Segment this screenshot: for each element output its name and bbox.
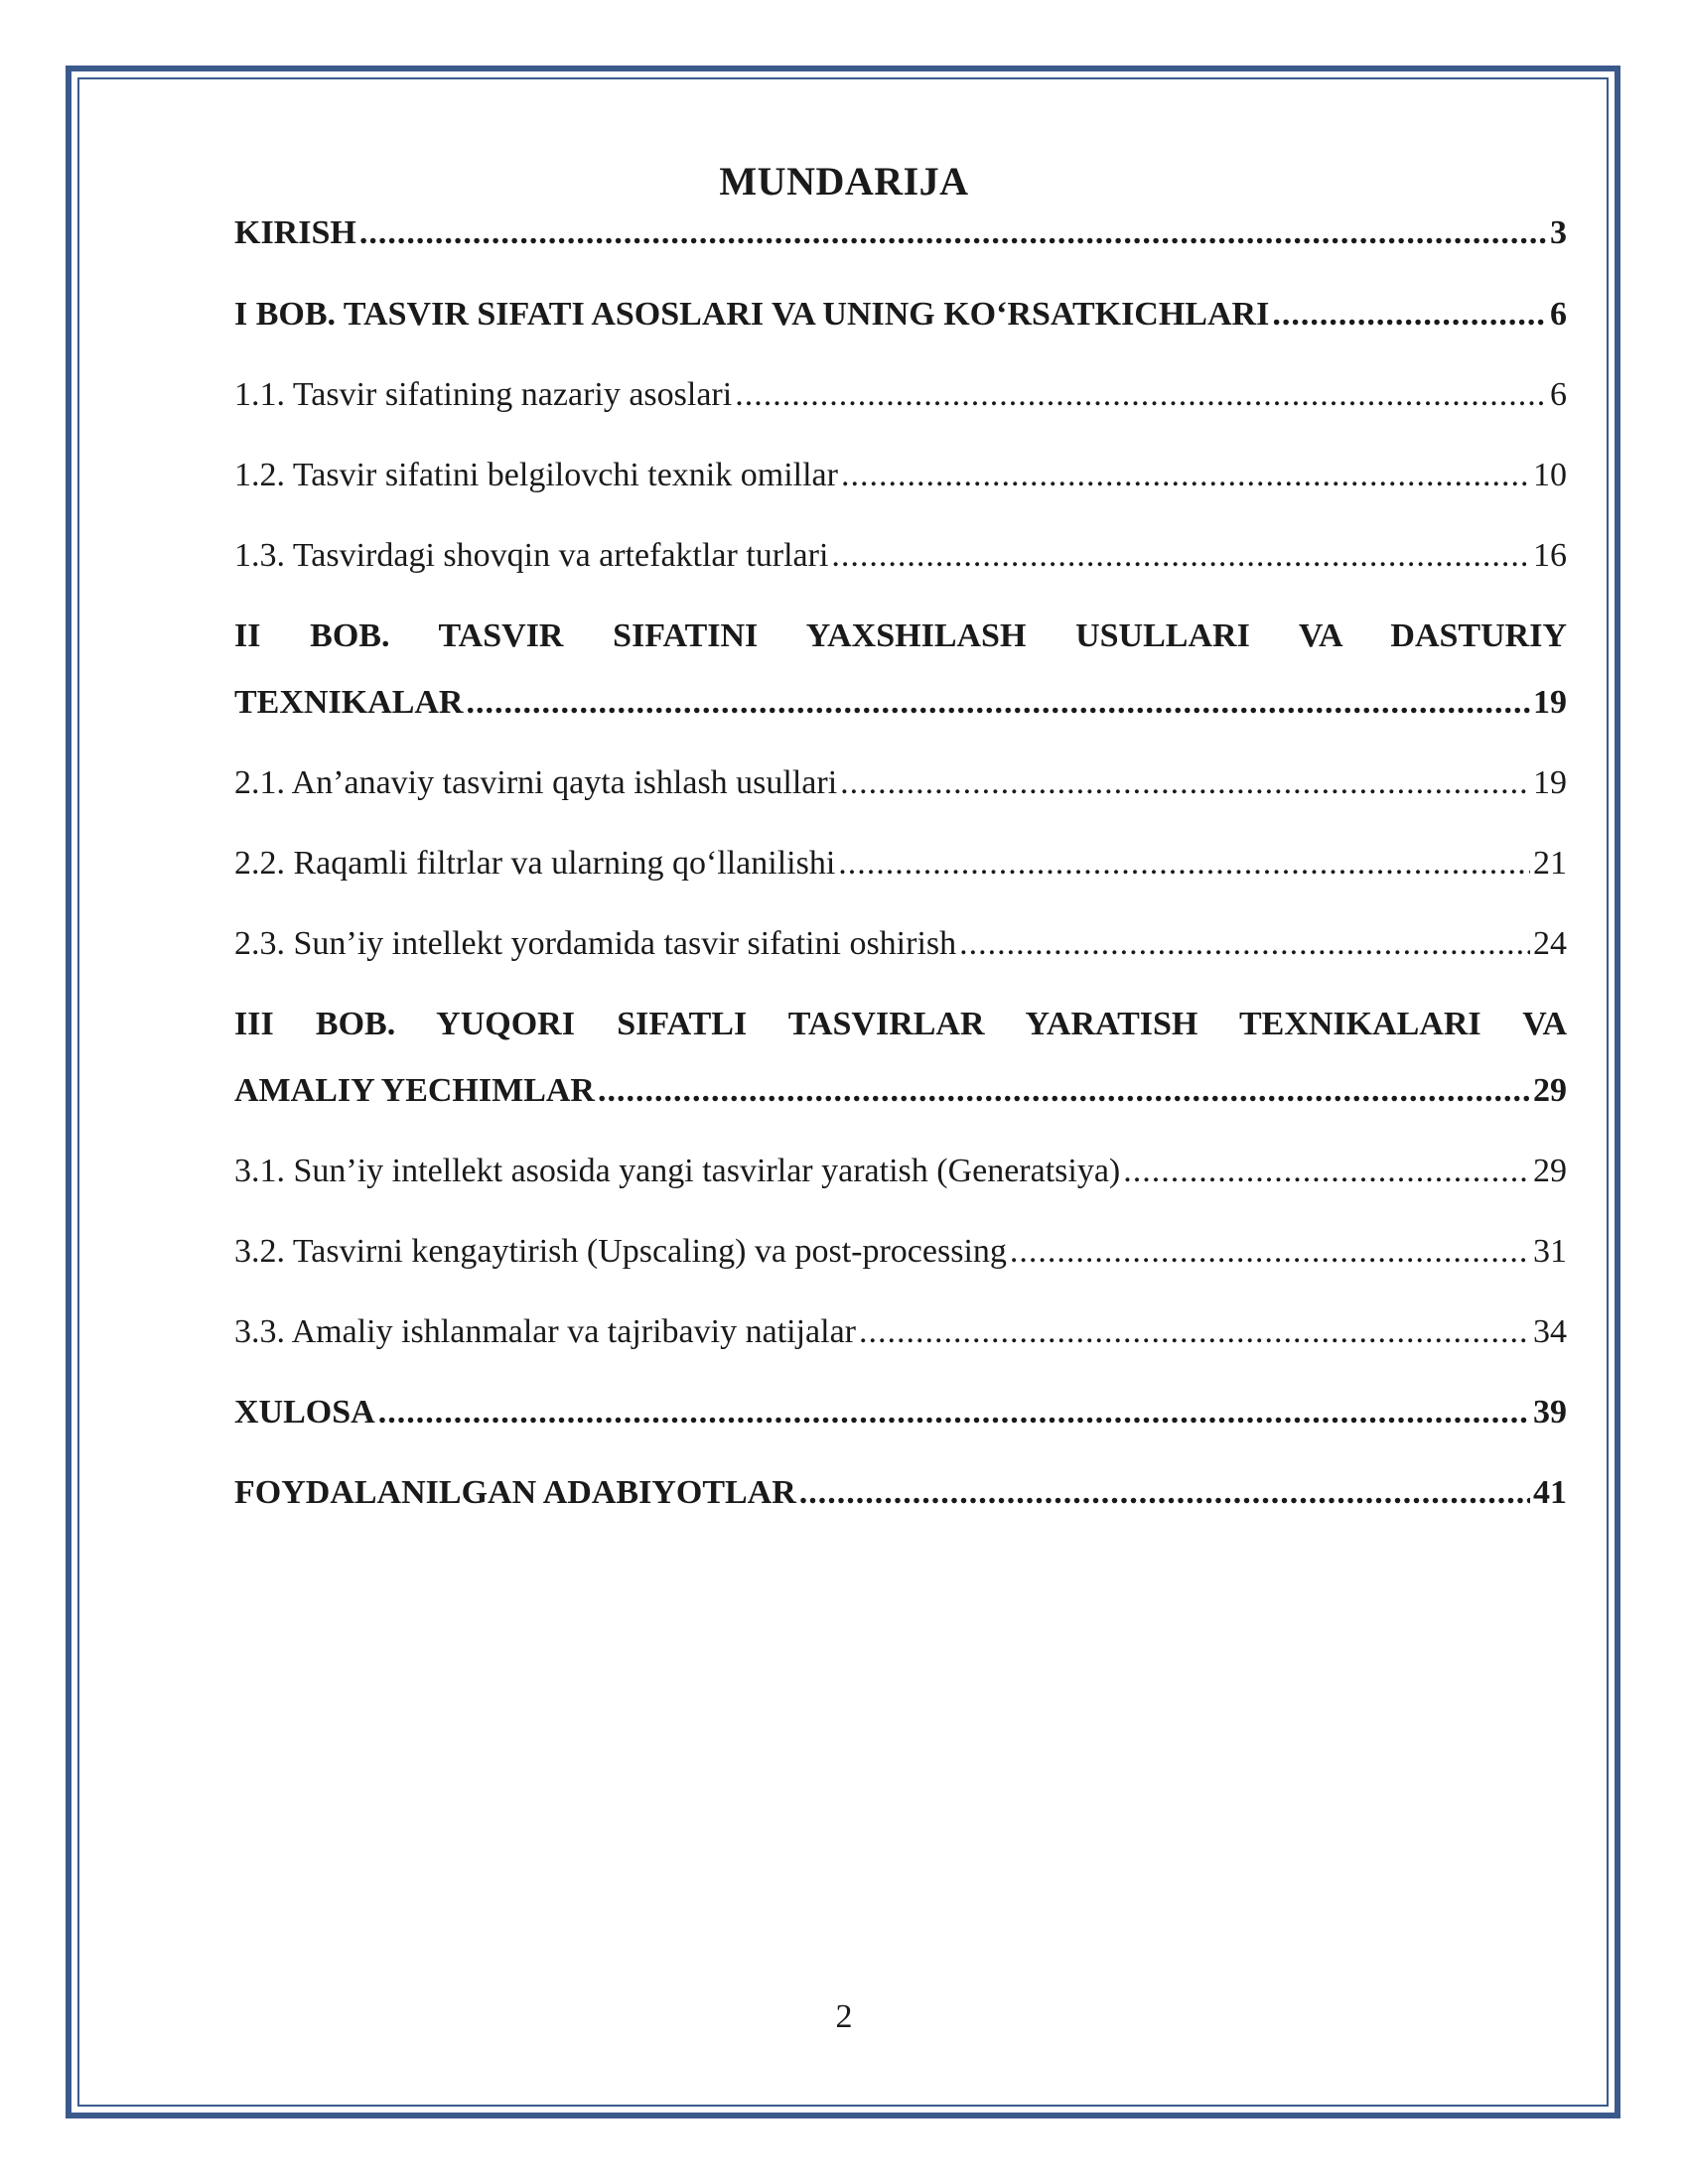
toc-entry-label: 3.1. Sun’iy intellekt asosida yangi tasvirlar yaratish (Generatsiya): [234, 1153, 1121, 1189]
dot-leader: [378, 1372, 1530, 1452]
toc-entry-1-1[interactable]: [234, 354, 1567, 435]
toc-entry-label-line1: II BOB. TASVIR SIFATINI YAXSHILASH USULLARI VA DASTURIY: [234, 617, 1567, 654]
toc-entry-label: 1.3. Tasvirdagi shovqin va artefaktlar turlari: [234, 537, 829, 574]
toc-entry-page: 21: [1533, 845, 1567, 882]
toc-entry-continuation: [234, 669, 1567, 736]
toc-entry-2-1[interactable]: [234, 743, 1567, 823]
toc-entry-1-2[interactable]: [234, 435, 1567, 515]
toc-entry-continuation: [234, 1057, 1567, 1124]
dot-leader: [1272, 274, 1547, 354]
toc-entry-page: 19: [1533, 684, 1567, 721]
toc-entry-chapter-2[interactable]: [234, 603, 1567, 736]
toc-entry-label-line1: III BOB. YUQORI SIFATLI TASVIRLAR YARATISH TEXNIKALARI VA: [234, 1006, 1567, 1042]
toc-entry-label: 3.3. Amaliy ishlanmalar va tajribaviy natijalar: [234, 1313, 856, 1350]
toc-entry-page: 3: [1550, 214, 1567, 251]
dot-leader: [1010, 1211, 1530, 1292]
toc-entry-chapter-3[interactable]: [234, 991, 1567, 1124]
dot-leader: [959, 903, 1530, 984]
toc-entry-page: 34: [1533, 1313, 1567, 1350]
toc-entry-page: 16: [1533, 537, 1567, 574]
toc-entry-label: 2.2. Raqamli filtrlar va ularning qo‘llanilishi: [234, 845, 836, 882]
toc-entry-page: 6: [1550, 376, 1567, 413]
toc-entry-page: 6: [1550, 296, 1567, 333]
toc-entry-page: 10: [1533, 457, 1567, 493]
toc-entry-2-2[interactable]: [234, 823, 1567, 903]
dot-leader: [840, 743, 1530, 823]
toc-entry-page: 39: [1533, 1394, 1567, 1431]
toc-entry-chapter-1[interactable]: [234, 274, 1567, 354]
dot-leader: [598, 1057, 1530, 1124]
toc-entry-label: 1.2. Tasvir sifatini belgilovchi texnik omillar: [234, 457, 838, 493]
dot-leader: [838, 823, 1530, 903]
toc-entry-label: I BOB. TASVIR SIFATI ASOSLARI VA UNING KO‘RSATKICHLARI: [234, 296, 1270, 333]
page-number: 2: [835, 1998, 853, 2035]
toc-entry-page: 31: [1533, 1233, 1567, 1270]
toc-entry-adabiyotlar[interactable]: [234, 1452, 1567, 1533]
toc-entry-2-3[interactable]: [234, 903, 1567, 984]
dot-leader: [799, 1452, 1530, 1533]
toc-entry-label: 2.3. Sun’iy intellekt yordamida tasvir sifatini oshirish: [234, 925, 957, 962]
dot-leader: [831, 515, 1530, 596]
toc-entry-label: KIRISH: [234, 214, 356, 251]
dot-leader: [359, 208, 1547, 258]
dot-leader: [735, 354, 1547, 435]
dot-leader: [859, 1292, 1530, 1372]
dot-leader: [466, 669, 1530, 736]
toc-entry-label: FOYDALANILGAN ADABIYOTLAR: [234, 1474, 796, 1511]
dot-leader: [1123, 1131, 1530, 1211]
toc-title: MUNDARIJA: [719, 159, 969, 204]
toc-entry-3-1[interactable]: [234, 1131, 1567, 1211]
toc-entry-label: 1.1. Tasvir sifatining nazariy asoslari: [234, 376, 733, 413]
dot-leader: [841, 435, 1530, 515]
toc-entry-page: 24: [1533, 925, 1567, 962]
toc-entry-label: 2.1. An’anaviy tasvirni qayta ishlash usullari: [234, 764, 838, 801]
toc-entry-label: 3.2. Tasvirni kengaytirish (Upscaling) va post-processing: [234, 1233, 1007, 1270]
toc-entry-page: 29: [1533, 1153, 1567, 1189]
table-of-contents: [234, 208, 1567, 1533]
toc-entry-3-2[interactable]: [234, 1211, 1567, 1292]
toc-entry-3-3[interactable]: [234, 1292, 1567, 1372]
toc-entry-xulosa[interactable]: [234, 1372, 1567, 1452]
toc-entry-page: 19: [1533, 764, 1567, 801]
toc-entry-page: 29: [1533, 1072, 1567, 1109]
toc-entry-page: 41: [1533, 1474, 1567, 1511]
toc-entry-label: XULOSA: [234, 1394, 375, 1431]
toc-entry-label-line2: TEXNIKALAR: [234, 684, 464, 721]
toc-entry-label-line2: AMALIY YECHIMLAR: [234, 1072, 595, 1109]
toc-entry-kirish[interactable]: [234, 208, 1567, 258]
toc-entry-1-3[interactable]: [234, 515, 1567, 596]
